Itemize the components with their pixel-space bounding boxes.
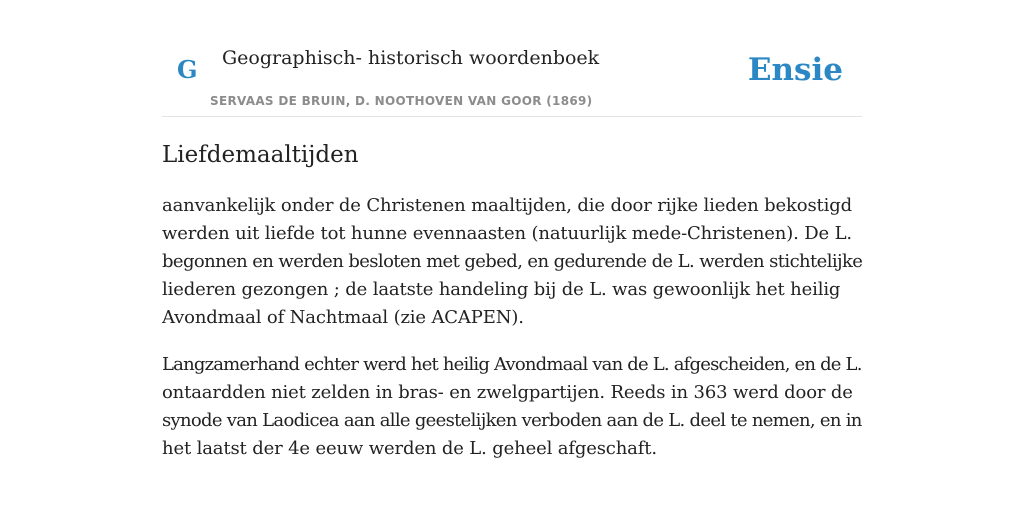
paragraph-line: werden uit liefde tot hunne evennaasten (natuurlijk mede-Christenen). De L. [162, 223, 852, 244]
paragraph-line: Langzamerhand echter werd het heilig Avondmaal van de L. afgescheiden, en de L. [162, 354, 862, 375]
book-title-link[interactable]: Geographisch- historisch woordenboek [222, 47, 600, 69]
paragraph-line: Avondmaal of Nachtmaal (zie ACAPEN). [162, 307, 524, 328]
paragraph-line: synode van Laodicea aan alle geestelijken verboden aan de L. deel te nemen, en in [162, 410, 862, 431]
book-header [162, 0, 862, 117]
paragraph-line: liederen gezongen ; de laatste handeling bij de L. was gewoonlijk het heilig [162, 279, 841, 300]
paragraph-line: aanvankelijk onder de Christenen maaltijden, die door rijke lieden bekostigd [162, 195, 852, 216]
brand-logo-link[interactable]: Ensie [747, 52, 843, 88]
paragraph-line: ontaardden niet zelden in bras- en zwelgpartijen. Reeds in 363 werd door de [162, 382, 853, 403]
book-icon: G [177, 55, 198, 84]
article-title: Liefdemaaltijden [162, 142, 359, 168]
article-paragraph [162, 192, 862, 332]
book-authors: SERVAAS DE BRUIN, D. NOOTHOVEN VAN GOOR (1869) [210, 94, 593, 108]
paragraph-line: begonnen en werden besloten met gebed, en gedurende de L. werden stichtelijke [162, 251, 863, 272]
paragraph-line: het laatst der 4e eeuw werden de L. geheel afgeschaft. [162, 438, 657, 459]
article-paragraph [162, 351, 862, 463]
